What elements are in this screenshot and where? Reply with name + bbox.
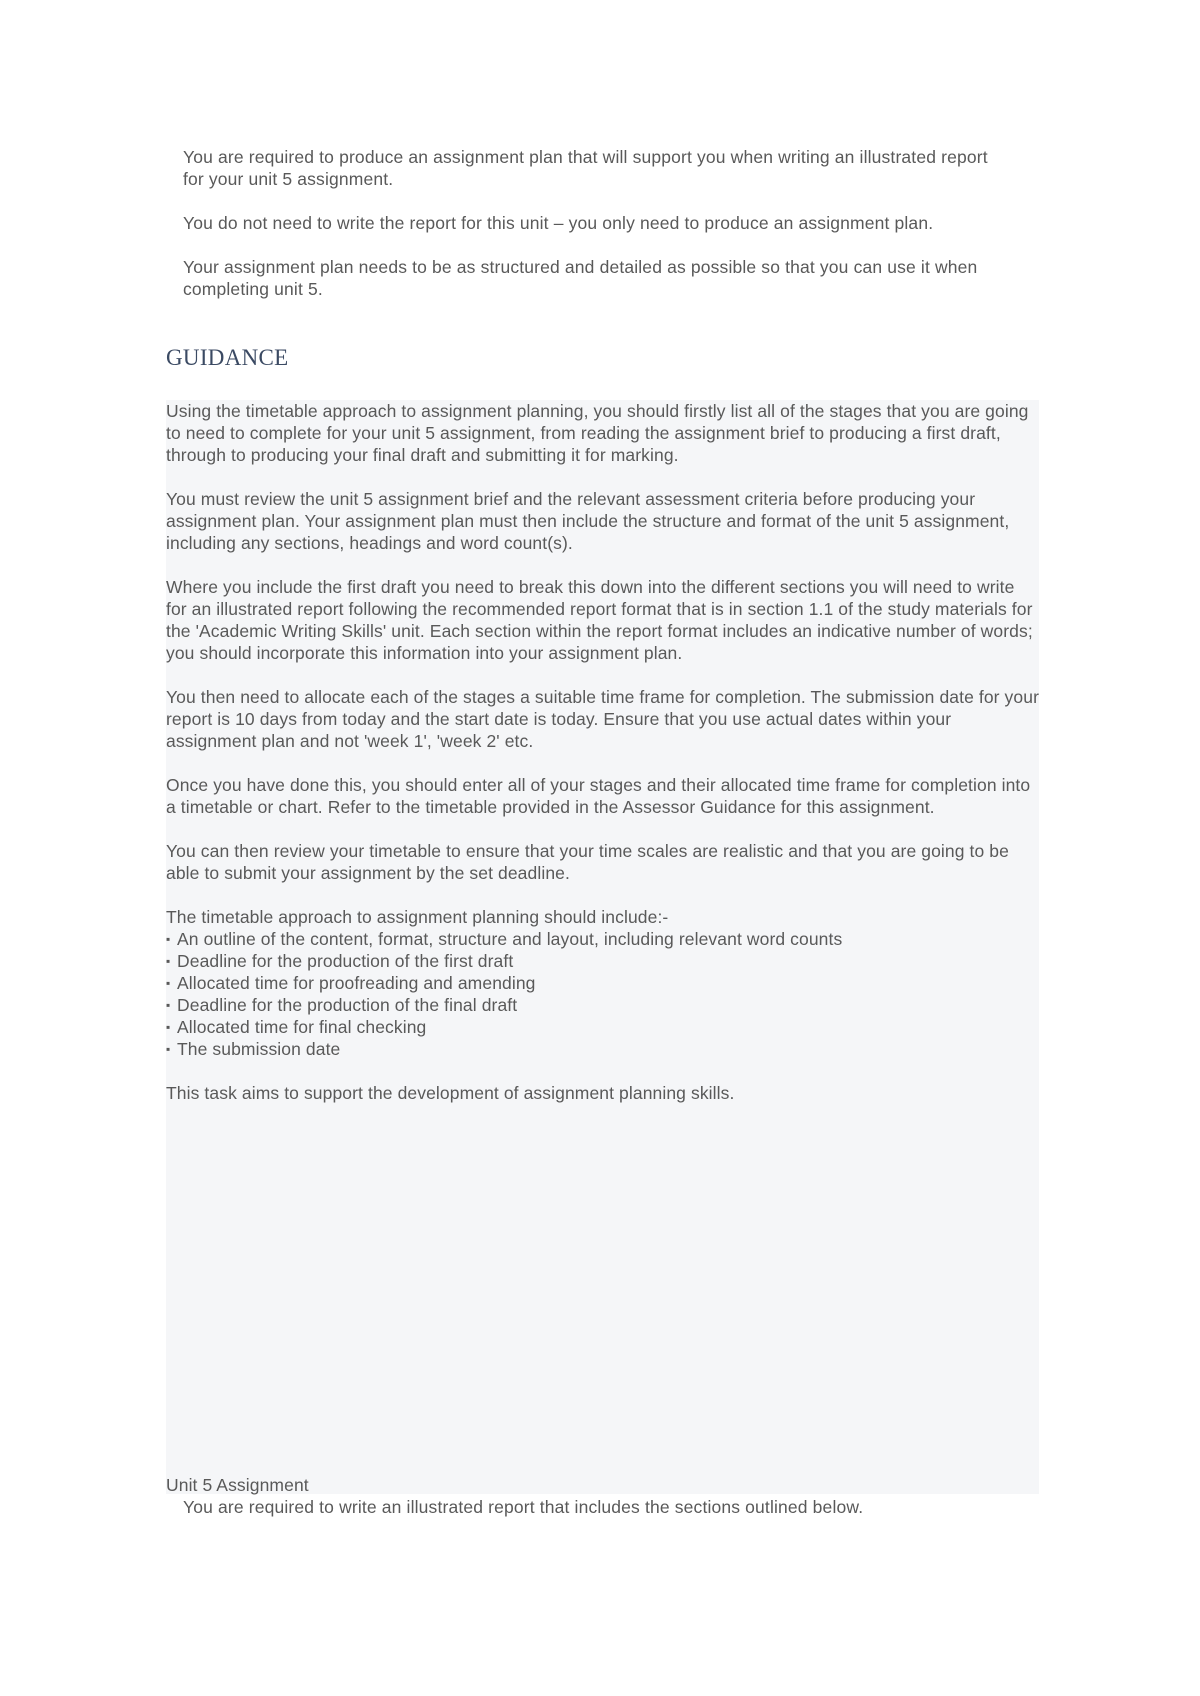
list-item-text: Allocated time for final checking [177, 1017, 427, 1037]
list-item-text: An outline of the content, format, structure and layout, including relevant word counts [177, 929, 843, 949]
guidance-heading: GUIDANCE [166, 345, 289, 370]
bullet-icon: ▪ [166, 998, 171, 1012]
list-item [166, 928, 1039, 950]
list-item [166, 950, 1039, 972]
bullet-icon: ▪ [166, 954, 171, 968]
guidance-paragraph: You must review the unit 5 assignment brief and the relevant assessment criteria before producing your assignment plan. Your assignment plan must then include the structure and format of the unit 5 assignment, including any sections, headings and word count(s). [166, 489, 1010, 553]
guidance-closing: This task aims to support the development of assignment planning skills. [166, 1083, 735, 1103]
intro-paragraph: You do not need to write the report for this unit – you only need to produce an assignment plan. [183, 213, 934, 233]
guidance-section [166, 400, 1039, 1494]
intro-paragraph: You are required to produce an assignment plan that will support you when writing an illustrated report for your unit 5 assignment. [183, 147, 988, 189]
guidance-paragraph: You then need to allocate each of the stages a suitable time frame for completion. The submission date for your report is 10 days from today and the start date is today. Ensure that you use actual dates within your assignment plan and not 'week 1', 'week 2' etc. [166, 687, 1039, 751]
list-item [166, 1016, 1039, 1038]
guidance-paragraph: Using the timetable approach to assignment planning, you should firstly list all of the stages that you are going to need to complete for your unit 5 assignment, from reading the assignment brief to producing a first draft, through to producing your final draft and submitting it for marking. [166, 401, 1029, 465]
intro-paragraph: Your assignment plan needs to be as structured and detailed as possible so that you can use it when completing unit 5. [183, 257, 978, 299]
bullet-icon: ▪ [166, 1042, 171, 1056]
bullet-icon: ▪ [166, 1020, 171, 1034]
unit5-body: You are required to write an illustrated report that includes the sections outlined below. [183, 1497, 864, 1517]
list-item-text: Deadline for the production of the final draft [177, 995, 518, 1015]
unit5-label: Unit 5 Assignment [166, 1475, 309, 1495]
guidance-paragraph: You can then review your timetable to ensure that your time scales are realistic and that you are going to be able to submit your assignment by the set deadline. [166, 841, 1009, 883]
guidance-paragraph: Once you have done this, you should enter all of your stages and their allocated time frame for completion into a timetable or chart. Refer to the timetable provided in the Assessor Guidance for this assignment. [166, 775, 1031, 817]
intro-section [183, 146, 1013, 322]
bullet-icon: ▪ [166, 932, 171, 946]
list-item [166, 994, 1039, 1016]
list-intro: The timetable approach to assignment planning should include:- [166, 907, 669, 927]
list-item-text: Deadline for the production of the first draft [177, 951, 514, 971]
list-item [166, 972, 1039, 994]
list-item [166, 1038, 1039, 1060]
list-item-text: Allocated time for proofreading and amending [177, 973, 536, 993]
guidance-paragraph: Where you include the first draft you need to break this down into the different sections you will need to write for an illustrated report following the recommended report format that is in section 1.1 of the study materials for the 'Academic Writing Skills' unit. Each section within the report format includes an indicative number of words; you should incorporate this information into your assignment plan. [166, 577, 1033, 663]
list-item-text: The submission date [177, 1039, 341, 1059]
guidance-text [166, 400, 1039, 1126]
planning-checklist [166, 928, 1039, 1060]
bullet-icon: ▪ [166, 976, 171, 990]
